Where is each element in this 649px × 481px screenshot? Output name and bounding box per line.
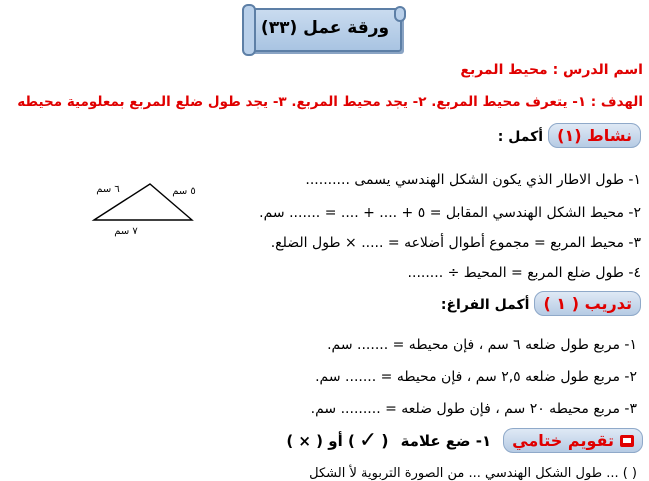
lesson-name: اسم الدرس : محيط المربع (460, 62, 643, 78)
activity-badge: نشاط (١) (548, 123, 641, 148)
training-line-3: ٣- مربع محيطه ٢٠ سم ، فإن طول ضلعه = ......... سم. (310, 401, 637, 417)
assessment-instruction: ١- ضع علامة (400, 431, 492, 450)
triangle-figure (88, 176, 198, 238)
assessment-badge-label: تقويم ختامي (512, 431, 614, 450)
assessment-or-text: ) أو ( × ) (286, 431, 355, 450)
training-line-2: ٢- مربع طول ضلعه ٢,٥ سم ، فإن محيطه = ....... سم. (315, 369, 637, 385)
activity-line-4: ٤- طول ضلع المربع = المحيط ÷ ........ (407, 265, 641, 281)
lesson-goal: الهدف : ١- يتعرف محيط المربع. ٢- يجد محيط المربع. ٣- يجد طول ضلع المربع بمعلومية محيطه (17, 94, 643, 110)
assessment-open-paren: ( (381, 431, 389, 450)
activity-line-1: ١- طول الاطار الذي يكون الشكل الهندسي يسمى .......... (305, 172, 641, 188)
training-line-1: ١- مربع طول ضلعه ٦ سم ، فإن محيطه = ....... سم. (327, 337, 637, 353)
check-mark-icon: ✓ (358, 428, 378, 453)
training-header (435, 294, 641, 313)
assessment-row (286, 428, 643, 453)
title-banner (248, 8, 402, 52)
assessment-partial-line: ( ) ... طول الشكل الهندسي ... من الصورة التربوية لأ الشكل (309, 466, 637, 481)
activity-line-2: ٢- محيط الشكل الهندسي المقابل = ٥ + .... + .... = ....... سم. (259, 205, 641, 221)
activity-header (490, 126, 641, 145)
triangle-side-left: ٦ سم (96, 184, 120, 195)
assessment-badge (503, 428, 643, 453)
page-title: ورقة عمل (٣٣) (260, 18, 390, 38)
triangle-side-bottom: ٧ سم (114, 226, 138, 237)
training-badge: تدريب ( ١ ) (534, 291, 641, 316)
triangle-side-right: ٥ سم (172, 186, 196, 197)
training-instruction: أكمل الفراغ: (440, 297, 530, 313)
activity-line-3: ٣- محيط المربع = مجموع أطوال أضلاعه = ..... × طول الضلع. (270, 235, 641, 251)
activity-instruction: أكمل : (497, 129, 544, 145)
whiteboard-icon (620, 435, 634, 447)
